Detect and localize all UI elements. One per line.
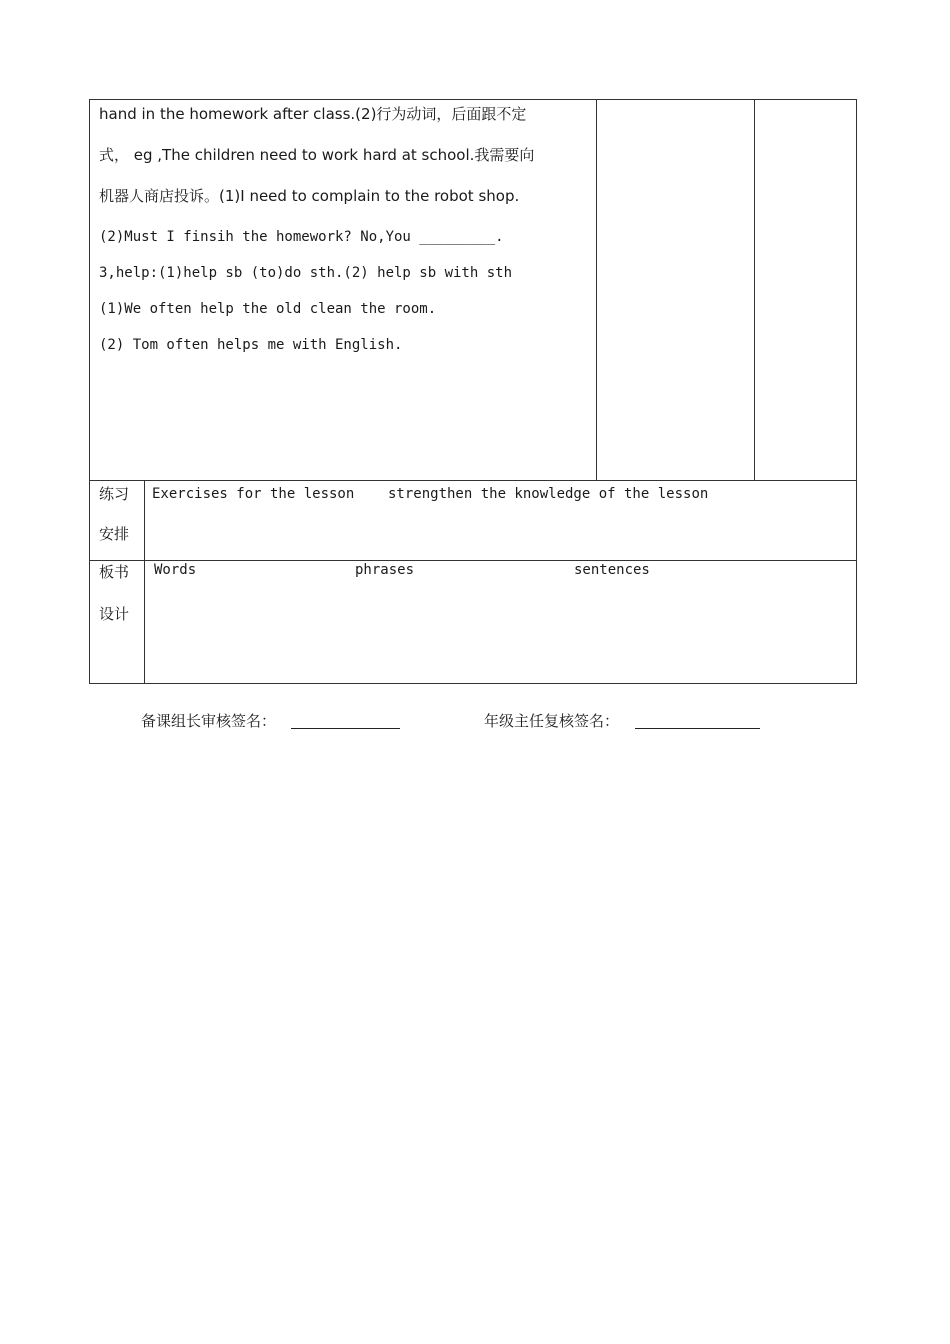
group-leader-signature-label: 备课组长审核签名： bbox=[141, 712, 277, 730]
board-phrases: phrases bbox=[355, 562, 415, 578]
column-divider-top-1 bbox=[596, 100, 597, 480]
column-divider-top-2 bbox=[754, 100, 755, 480]
label-column-divider bbox=[144, 480, 145, 684]
content-line-2: 式， eg ,The children need to work hard at school.我需要向 bbox=[99, 146, 535, 164]
board-sentences: sentences bbox=[574, 562, 650, 578]
lesson-plan-table bbox=[89, 99, 857, 684]
row-divider-board bbox=[90, 560, 856, 561]
exercise-label-line-2: 安排 bbox=[99, 525, 130, 543]
grade-director-signature-label: 年级主任复核签名： bbox=[484, 712, 620, 730]
content-line-6: (1)We often help the old clean the room. bbox=[99, 301, 437, 317]
board-words: Words bbox=[154, 562, 197, 578]
content-line-3: 机器人商店投诉。(1)I need to complain to the robot shop. bbox=[99, 187, 520, 205]
content-line-4: (2)Must I finsih the homework? No,You _________. bbox=[99, 229, 504, 245]
group-leader-signature-line bbox=[291, 728, 400, 729]
content-line-7: (2) Tom often helps me with English. bbox=[99, 337, 403, 353]
board-label-line-1: 板书 bbox=[99, 563, 130, 581]
exercise-label-line-1: 练习 bbox=[99, 485, 130, 503]
exercise-content: Exercises for the lesson strengthen the knowledge of the lesson bbox=[152, 486, 709, 502]
board-label-line-2: 设计 bbox=[99, 605, 130, 623]
row-divider-exercise bbox=[90, 480, 856, 481]
grade-director-signature-line bbox=[635, 728, 760, 729]
content-line-1: hand in the homework after class.(2)行为动词，后面跟不定 bbox=[99, 105, 527, 123]
content-line-5: 3,help:(1)help sb (to)do sth.(2) help sb with sth bbox=[99, 265, 513, 281]
